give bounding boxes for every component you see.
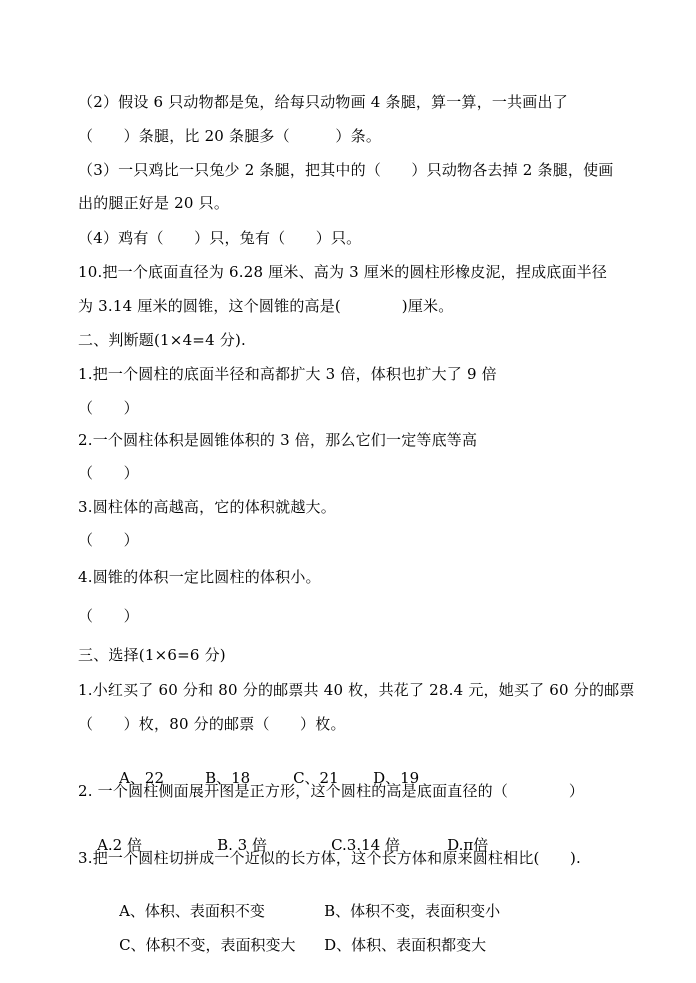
question-2-text: （2）假设 6 只动物都是兔，给每只动物画 4 条腿，算一算，一共画出了	[78, 93, 568, 111]
choice-1-option-a: A、22	[119, 769, 164, 787]
question-4-text: （4）鸡有（ ）只，兔有（ ）只。	[78, 229, 362, 247]
choice-3-option-b: B、体积不变，表面积变小	[324, 902, 501, 920]
choice-2-option-d: D.π倍	[447, 836, 489, 854]
section-3-heading: 三、选择(1×6=6 分)	[78, 646, 226, 664]
question-10-text: 10.把一个底面直径为 6.28 厘米、高为 3 厘米的圆柱形橡皮泥，捏成底面半径	[78, 263, 608, 281]
choice-3-option-d: D、体积、表面积都变大	[324, 936, 487, 954]
judge-2-blank: （ ）	[78, 464, 139, 482]
choice-3-options-row2	[100, 915, 486, 975]
judge-3-text: 3.圆柱体的高越高，它的体积就越大。	[78, 498, 336, 516]
choice-2-option-b: B. 3 倍	[217, 836, 267, 854]
choice-2-option-c: C.3.14 倍	[331, 836, 400, 854]
choice-2-text: 2. 一个圆柱侧面展开图是正方形，这个圆柱的高是底面直径的（ ）	[78, 782, 585, 800]
choice-1-option-b: B、18	[205, 769, 251, 787]
question-3-continued: 出的腿正好是 20 只。	[78, 194, 230, 212]
judge-3-blank: （ ）	[78, 531, 139, 549]
judge-1-text: 1.把一个圆柱的底面半径和高都扩大 3 倍，体积也扩大了 9 倍	[78, 365, 497, 383]
judge-4-text: 4.圆锥的体积一定比圆柱的体积小。	[78, 568, 321, 586]
question-10-continued: 为 3.14 厘米的圆锥，这个圆锥的高是( )厘米。	[78, 297, 454, 315]
judge-2-text: 2.一个圆柱体积是圆锥体积的 3 倍，那么它们一定等底等高	[78, 431, 478, 449]
choice-1-option-d: D、19	[373, 769, 420, 787]
question-3-text: （3）一只鸡比一只兔少 2 条腿，把其中的（ ）只动物各去掉 2 条腿，使画	[78, 161, 614, 179]
judge-1-blank: （ ）	[78, 399, 139, 417]
section-2-heading: 二、判断题(1×4=4 分).	[78, 331, 247, 349]
choice-2-option-a: A.2 倍	[97, 836, 142, 854]
choice-3-text: 3.把一个圆柱切拼成一个近似的长方体，这个长方体和原来圆柱相比( ).	[78, 849, 581, 867]
choice-3-option-c: C、体积不变，表面积变大	[119, 936, 296, 954]
choice-1-text: 1.小红买了 60 分和 80 分的邮票共 40 枚，共花了 28.4 元，她买了 60 分的邮票	[78, 681, 635, 699]
choice-1-option-c: C、21	[293, 769, 339, 787]
question-2-blanks: （ ）条腿，比 20 条腿多（ ）条。	[78, 127, 382, 145]
choice-3-option-a: A、体积、表面积不变	[119, 902, 265, 920]
judge-4-blank: （ ）	[78, 607, 139, 625]
choice-1-blanks: （ ）枚，80 分的邮票（ ）枚。	[78, 715, 346, 733]
